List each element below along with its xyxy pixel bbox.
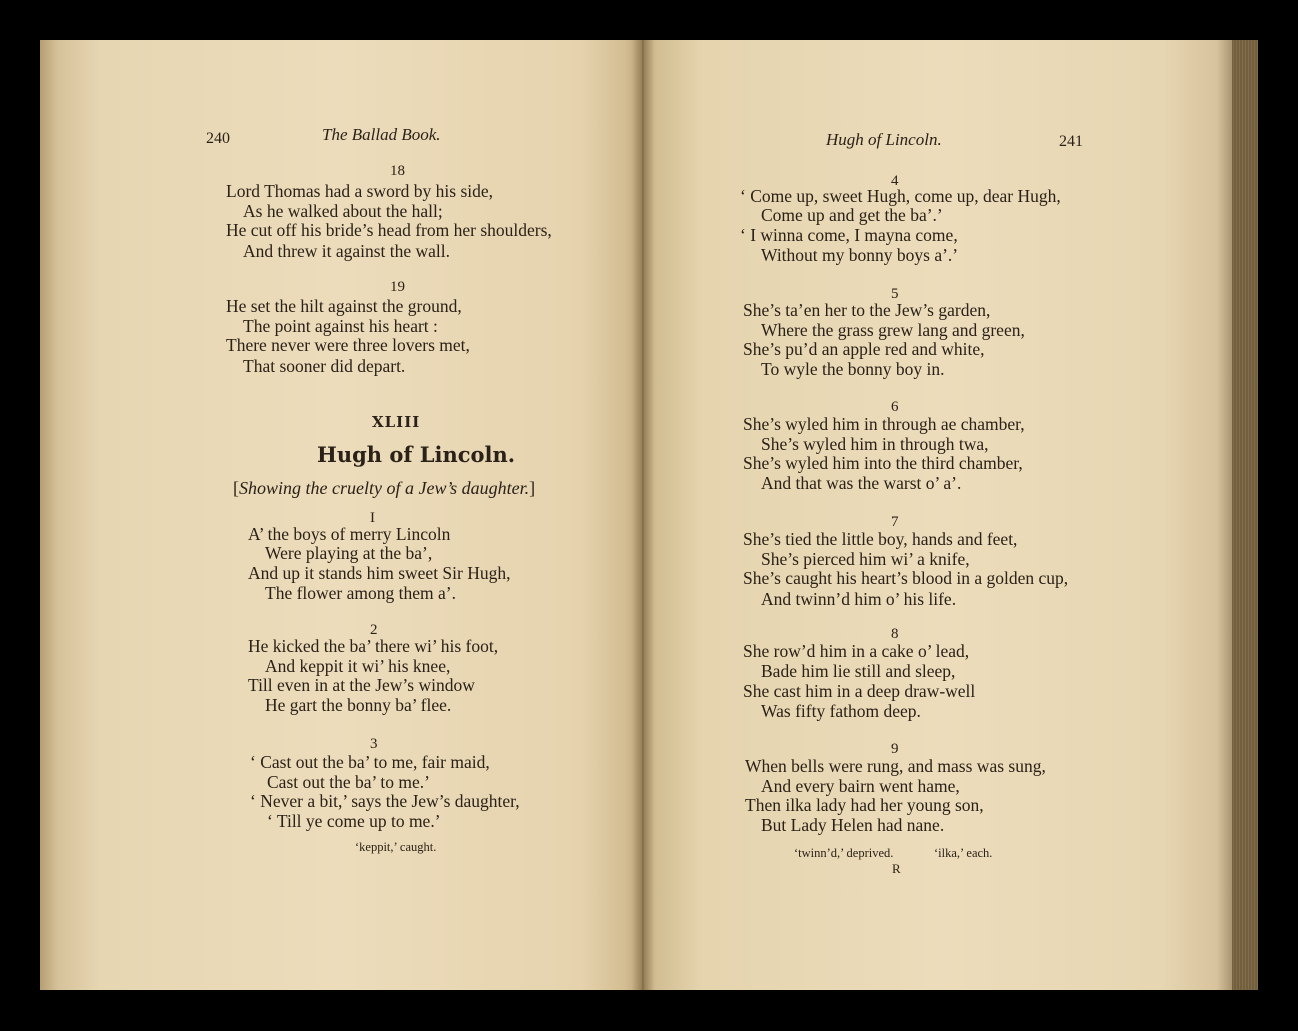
left-page <box>40 40 642 990</box>
verse-line: She’s pu’d an apple red and white, <box>743 339 985 359</box>
stanza-number: 8 <box>891 626 899 642</box>
page-edges <box>1232 40 1258 990</box>
verse-line: And twinn’d him o’ his life. <box>761 589 957 609</box>
verse-line: But Lady Helen had nane. <box>761 815 945 835</box>
verse-line: She’s caught his heart’s blood in a golden cup, <box>743 568 1069 588</box>
verse-line: Bade him lie still and sleep, <box>761 661 956 681</box>
stanza-number: 7 <box>891 514 899 530</box>
verse-line: She’s tied the little boy, hands and feet, <box>743 529 1018 549</box>
verse-line: And every bairn went hame, <box>761 776 960 796</box>
stanza-number: 6 <box>891 399 899 415</box>
verse-line: And keppit it wi’ his knee, <box>265 656 451 676</box>
section-number: XLIII <box>372 413 421 431</box>
verse-line: To wyle the bonny boy in. <box>761 359 945 379</box>
stanza-number: 5 <box>891 286 899 302</box>
ballad-title: Hugh of Lincoln. <box>317 442 516 467</box>
page-number-right: 241 <box>1059 133 1083 150</box>
verse-line: The point against his heart : <box>243 316 438 336</box>
verse-line: He cut off his bride’s head from her shoulders, <box>226 220 552 240</box>
stanza-number: 2 <box>370 622 378 638</box>
verse-line: Then ilka lady had her young son, <box>745 795 984 815</box>
verse-line: And that was the warst o’ a’. <box>761 473 962 493</box>
verse-line: He kicked the ba’ there wi’ his foot, <box>248 636 499 656</box>
verse-line: A’ the boys of merry Lincoln <box>248 524 451 544</box>
page-number-left: 240 <box>206 130 230 147</box>
open-book <box>40 40 1258 990</box>
verse-line: ‘ Never a bit,’ says the Jew’s daughter, <box>250 791 520 811</box>
verse-line: And up it stands him sweet Sir Hugh, <box>248 563 511 583</box>
verse-line: There never were three lovers met, <box>226 335 470 355</box>
verse-line: ‘ Till ye come up to me.’ <box>267 811 441 831</box>
verse-line: The flower among them a’. <box>265 583 456 603</box>
verse-line: Where the grass grew lang and green, <box>761 320 1025 340</box>
footnote: ‘keppit,’ caught. <box>355 840 437 854</box>
verse-line: She’s wyled him into the third chamber, <box>743 453 1023 473</box>
stanza-number: 3 <box>370 736 378 752</box>
verse-line: As he walked about the hall; <box>243 201 443 221</box>
verse-line: Cast out the ba’ to me.’ <box>267 772 430 792</box>
verse-line: Till even in at the Jew’s window <box>248 675 475 695</box>
book-gutter <box>632 40 654 990</box>
verse-line: Were playing at the ba’, <box>265 543 433 563</box>
right-page <box>642 40 1258 990</box>
verse-line: He gart the bonny ba’ flee. <box>265 695 452 715</box>
verse-line: When bells were rung, and mass was sung, <box>745 756 1046 776</box>
verse-line: Come up and get the ba’.’ <box>761 205 943 225</box>
verse-line: Without my bonny boys a’.’ <box>761 245 959 265</box>
verse-line: She’s wyled him in through twa, <box>761 434 989 454</box>
verse-line: And threw it against the wall. <box>243 241 451 261</box>
verse-line: She’s ta’en her to the Jew’s garden, <box>743 300 991 320</box>
running-head-left: The Ballad Book. <box>322 125 441 144</box>
verse-line: ‘ Cast out the ba’ to me, fair maid, <box>250 752 490 772</box>
verse-line: ‘ I winna come, I mayna come, <box>740 225 958 245</box>
verse-line: She row’d him in a cake o’ lead, <box>743 641 970 661</box>
stanza-number: 18 <box>390 163 405 179</box>
stanza-number: 9 <box>891 741 899 757</box>
verse-line: She’s pierced him wi’ a knife, <box>761 549 970 569</box>
verse-line: She cast him in a deep draw-well <box>743 681 976 701</box>
verse-line: Was fifty fathom deep. <box>761 701 921 721</box>
signature-mark: R <box>892 861 901 876</box>
verse-line: He set the hilt against the ground, <box>226 296 462 316</box>
stanza-number: I <box>370 510 375 526</box>
stanza-number: 19 <box>390 279 405 295</box>
verse-line: That sooner did depart. <box>243 356 406 376</box>
footnote: ‘twinn’d,’ deprived. <box>794 846 894 860</box>
stanza-number: 4 <box>891 173 899 189</box>
footnote: ‘ilka,’ each. <box>934 846 993 860</box>
running-head-right: Hugh of Lincoln. <box>826 130 942 149</box>
verse-line: Lord Thomas had a sword by his side, <box>226 181 494 201</box>
verse-line: She’s wyled him in through ae chamber, <box>743 414 1025 434</box>
ballad-subtitle: [Showing the cruelty of a Jew’s daughter.] <box>233 478 536 498</box>
verse-line: ‘ Come up, sweet Hugh, come up, dear Hugh, <box>740 186 1061 206</box>
